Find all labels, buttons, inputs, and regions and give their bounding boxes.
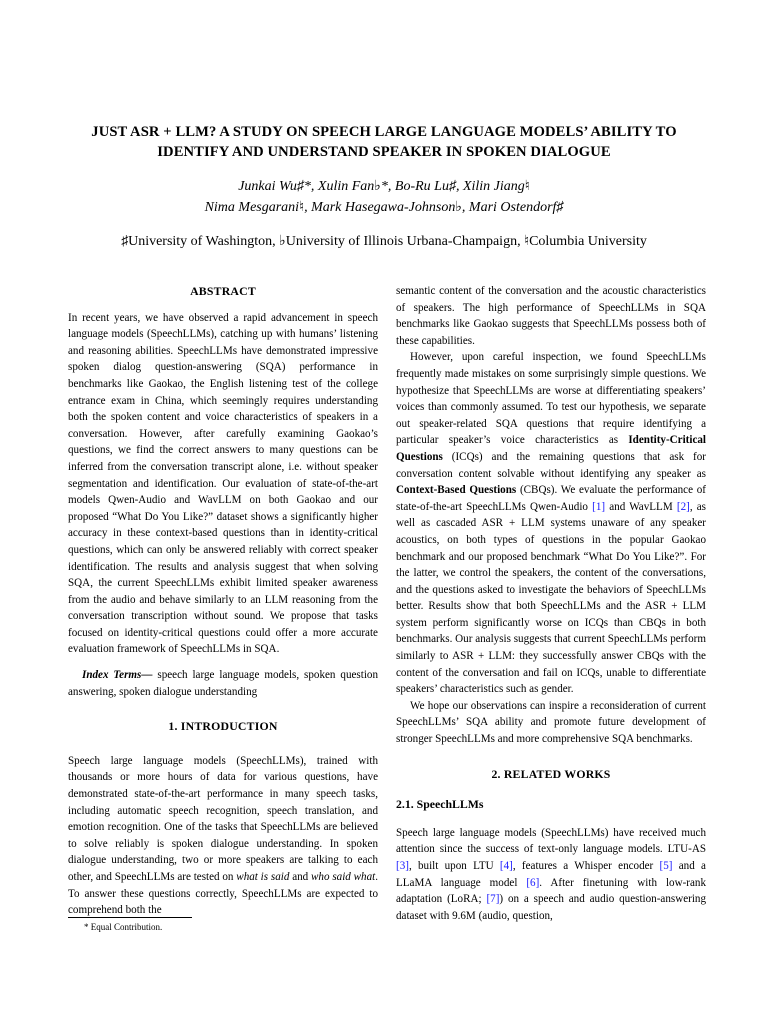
related-p1-b: , built upon LTU bbox=[408, 860, 500, 872]
paper-title bbox=[60, 122, 708, 162]
citation-link[interactable]: [6] bbox=[526, 876, 540, 889]
icq-term: Identity-Critical Questions bbox=[396, 434, 706, 463]
intro-paragraph-2 bbox=[396, 349, 706, 697]
intro-p1-and: and bbox=[289, 871, 312, 883]
index-terms-text: speech large language models, spoken question answering, spoken dialogue understanding bbox=[68, 669, 378, 698]
intro-p2-e: , as well as cascaded ASR + LLM systems unaware of any speaker acoustics, on both types of questions in the popular Gaokao benchmark and our proposed benchmark “What Do You Like?”. For the latter, we control the speakers, the content of the conversations, and the questions asked to investigate the behaviors of SpeechLLMs better. Results show that both SpeechLLMs and the ASR + LLM system perform significantly worse on ICQs than CBQs in both benchmarks. Our analysis suggests that current SpeechLLMs perform similarly to ASR + LLM: they successfully answer CBQs with the content of the conversation and fail on ICQs, unable to differentiate speakers’ characteristics such as gender. bbox=[396, 500, 707, 696]
cbq-term: Context-Based Questions bbox=[396, 484, 517, 497]
footnote: * Equal Contribution. bbox=[84, 922, 163, 932]
speechllms-subheading: 2.1. SpeechLLMs bbox=[396, 797, 484, 812]
related-p1-a: Speech large language models (SpeechLLMs) have received much attention since the success of text-only language models. LTU-AS bbox=[396, 826, 706, 856]
intro-p1-b: . To answer these questions correctly, SpeechLLMs are expected to comprehend both the bbox=[68, 871, 378, 917]
title-line-1: JUST ASR + LLM? A STUDY ON SPEECH LARGE LANGUAGE MODELS’ ABILITY TO bbox=[91, 124, 677, 140]
related-p1-f: ) on a speech and audio question-answering dataset with 9.6M (audio, question, bbox=[396, 893, 706, 922]
title-line-2: IDENTIFY AND UNDERSTAND SPEAKER IN SPOKEN DIALOGUE bbox=[157, 144, 611, 160]
related-paragraph-1 bbox=[396, 825, 706, 925]
related-p1-e: . After finetuning with low-rank adaptation (LoRA; bbox=[396, 876, 706, 906]
authors-line-1: Junkai Wu♯*, Xulin Fan♭*, Bo-Ru Lu♯, Xilin Jiang♮ bbox=[238, 179, 530, 194]
citation-link[interactable]: [3] bbox=[396, 860, 409, 872]
abstract-heading: ABSTRACT bbox=[190, 284, 256, 298]
index-terms bbox=[68, 667, 378, 700]
intro-p2-a: However, upon careful inspection, we found SpeechLLMs frequently made mistakes on some surprisingly simple questions. We hypothesize that SpeechLLMs are worse at differentiating speakers’ voices than commonly assumed. To test our hypothesis, we separate out speaker-related SQA questions that require identifying a particular speaker’s voice characteristics as bbox=[396, 351, 706, 447]
abstract-text: In recent years, we have observed a rapid advancement in speech language models (SpeechLLMs), catching up with humans’ listening and reasoning abilities. SpeechLLMs have demonstrated impressive spoken dialog question-answering (SQA) performance in benchmarks like Gaokao, the English listening test of the college entrance exam in China, which seemingly requires understanding both the spoken content and voice characteristics of speakers in a conversation. However, after carefully examining Gaokao’s questions, we find the correct answers to many questions can be inferred from the conversation transcript alone, i.e. without speaker segmentation and identification. Our evaluation of state-of-the-art models Qwen-Audio and WavLLM on both Gaokao and our proposed “What Do You Like?” dataset shows a significantly higher accuracy in these context-based questions than in identity-critical questions, which can only be answered reliably with correct speaker identification. The results and analysis suggest that when solving SQA, the current SpeechLLMs exhibit limited speaker awareness from the audio and behave similarly to an LLM reasoning from the conversation transcription without sound. We propose that tasks focused on identity-critical questions could offer a more accurate evaluation framework of SpeechLLMs in SQA. bbox=[68, 311, 378, 656]
left-column bbox=[68, 283, 378, 919]
citation-link[interactable]: [7] bbox=[486, 893, 500, 906]
intro-p1-who: who said what bbox=[311, 871, 376, 883]
related-p1-d: and a LLaMA language model bbox=[396, 860, 706, 889]
footnote-rule bbox=[68, 917, 192, 918]
intro-paragraph-3: We hope our observations can inspire a reconsideration of current SpeechLLMs’ SQA ability and promote future development of stronger SpeechLLMs and more comprehensive SQA benchmarks. bbox=[396, 699, 706, 746]
intro-p2-d: and WavLLM bbox=[605, 500, 677, 513]
related-works-heading: 2. RELATED WORKS bbox=[491, 766, 611, 781]
intro-p1-a: Speech large language models (SpeechLLMs), trained with thousands or more hours of data for various questions, have demonstrated state-of-the-art performance in many speech tasks, including automatic speech recognition, speech translation, and emotion recognition. One of the tasks that SpeechLLMs are believed to solve reliably is spoken dialogue understanding. In spoken dialogue understanding, two or more speakers are talking to each other, and SpeechLLMs are tested on bbox=[68, 754, 378, 883]
intro-paragraph-1-continued: semantic content of the conversation and the acoustic characteristics of speakers. The high performance of SpeechLLMs in SQA benchmarks like Gaokao suggests that SpeechLLMs possess both of these capabilities. bbox=[396, 285, 706, 347]
intro-p2-c: (CBQs). We evaluate the performance of state-of-the-art SpeechLLMs Qwen-Audio bbox=[396, 484, 706, 513]
author-list bbox=[60, 176, 708, 218]
index-terms-label: Index Terms— bbox=[82, 669, 153, 682]
affiliations: ♯University of Washington, ♭University of Illinois Urbana-Champaign, ♮Columbia University bbox=[121, 234, 647, 249]
citation-link[interactable]: [1] bbox=[592, 500, 606, 513]
related-p1-c: , features a Whisper encoder bbox=[512, 860, 660, 872]
citation-link[interactable]: [4] bbox=[499, 860, 513, 872]
intro-p1-what: what is said bbox=[236, 871, 290, 883]
intro-paragraph-1 bbox=[68, 753, 378, 919]
citation-link[interactable]: [5] bbox=[659, 860, 673, 872]
citation-link[interactable]: [2] bbox=[676, 500, 690, 513]
intro-p2-b: (ICQs) and the remaining questions that ask for conversation content solvable without identifying any speaker as bbox=[396, 450, 706, 480]
authors-line-2: Nima Mesgarani♮, Mark Hasegawa-Johnson♭, Mari Ostendorf♯ bbox=[204, 200, 564, 215]
right-column bbox=[396, 283, 706, 924]
intro-heading: 1. INTRODUCTION bbox=[168, 719, 278, 734]
